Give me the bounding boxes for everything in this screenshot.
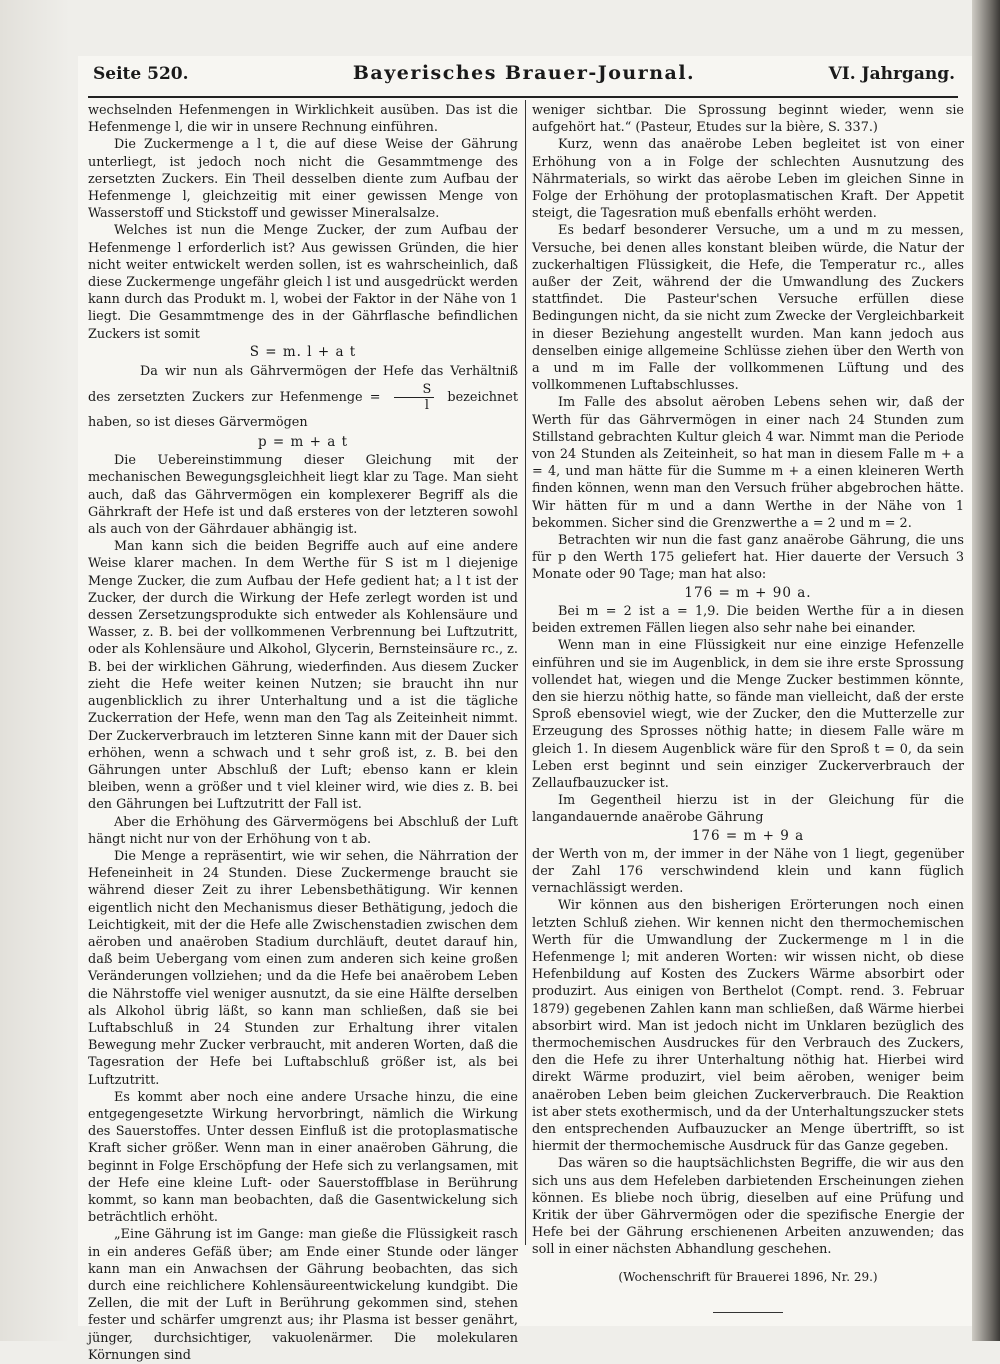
paragraph: Man kann sich die beiden Begriffe auch auf eine andere Weise klarer machen. In dem Werthe für S ist m l diejenige Menge Zucker, die zum Aufbau der Hefe gedient hat; a l t ist der Zucker, der durch die Wirkung der Hefe zerlegt worden ist und dessen Zersetzungsprodukte sich entweder als Kohlensäure und Wasser, z. B. bei der vollkommenen Verbrennung bei Luftzutritt, oder als Kohlensäure und Alkohol, Glycerin, Bernsteinsäure rc., z. B. bei der wirklichen Gährung, wiederfinden. Aus diesem Zucker zieht die Hefe weiter keinen Nutzen; sie braucht ihn nur augenblicklich zu ihrer Unterhaltung und a ist die tägliche Zuckerration der Hefe, wenn man den Tag als Zeiteinheit nimmt. Der Zuckerverbrauch im letzteren Sinne kann mit der Dauer sich erhöhen, wenn a schwach und t sehr groß ist, z. B. bei den Gährungen unter Abschluß der Luft; ebenso kann er klein bleiben, wenn a größer und t viel kleiner wird, wie dies z. B. bei den Gährungen bei Luftzutritt der Fall ist.	[88, 539, 518, 813]
paragraph: Es bedarf besonderer Versuche, um a und m zu messen, Versuche, bei denen alles konstant bleiben würde, die Natur der zuckerhaltigen Flüssigkeit, die Hefe, die Temperatur rc., alles außer der Zeit, während der die Umwandlung des Zuckers stattfindet. Die Pasteur'schen Versuche erfüllen diese Bedingungen nicht, da sie nicht zum Zwecke der Vergleichbarkeit in dieser Beziehung angestellt wurden. Man kann jedoch aus denselben einige allgemeine Schlüsse ziehen über den Werth von a und m im Falle der vollkommenen Lüftung und des vollkommenen Luftabschlusses.	[532, 223, 964, 394]
formula: 176 = m + 9 a	[691, 827, 805, 844]
book-binding-edge	[972, 0, 1000, 1341]
paragraph-start: Da wir nun als Gährvermögen der Hefe das Verhältniß des zersetzten Zuckers zur Hefenmenge =	[88, 364, 518, 406]
fraction-numerator: S	[394, 382, 435, 398]
paragraph: Es kommt aber noch eine andere Ursache hinzu, die eine entgegengesetzte Wirkung hervorbringt, nämlich die Wirkung des Sauerstoffes. Unter dessen Einfluß ist die protoplasmatische Kraft sicher größer. Wenn man in einer anaëroben Gährung, die beginnt in Folge Erschöpfung der Hefe sich zu verlangsamen, mit der Hefe eine kleine Luft- oder Sauerstoffblase in Berührung kommt, so kann man beobachten, daß die Gasentwickelung sich beträchtlich erhöht.	[88, 1089, 518, 1226]
paragraph: Wir können aus den bisherigen Erörterungen noch einen letzten Schluß ziehen. Wir kennen nicht den thermochemischen Werth für die Umwandlung der Zuckermenge m l in die Hefenmenge l; mit anderen Worten: wir wissen nicht, ob diese Hefenbildung auf Kosten des Zuckers Wärme absorbirt oder produzirt. Aus einigen von Berthelot (Compt. rend. 3. Februar 1879) gegebenen Zahlen kann man schließen, daß Wärme hierbei absorbirt wird. Man ist jedoch nicht im Unklaren bezüglich des thermochemischen Ausdruckes für den Verbrauch des Zuckers, den die Hefe zu ihrer Unterhaltung nöthig hat. Hierbei wird direkt Wärme produzirt, viel beim aëroben, weniger beim anaëroben Leben beim gleichen Zuckerverbrauch. Die Reaktion ist aber stets exothermisch, und da der Unterhaltungszucker stets den entsprechenden Aufbauzucker an Menge übertrifft, so ist hiermit der thermochemische Ausdruck für das Ganze gegeben.	[532, 898, 964, 1155]
source-citation: (Wochenschrift für Brauerei 1896, Nr. 29.)	[618, 1269, 878, 1284]
paragraph: Die Menge a repräsentirt, wie wir sehen, die Nährration der Hefeneinheit in 24 Stunden. Diese Zuckermenge braucht sie während dieser Zeit zu ihrer Lebensbethätigung. Wir kennen eigentlich nicht den Mechanismus dieser Bethätigung, jedoch die Leichtigkeit, mit der die Hefe alle Zwischenstadien zwischen dem aëroben und anaëroben Stadium durchläuft, deutet darauf hin, daß beim Uebergang vom einen zum anderen sich keine großen Veränderungen vollziehen; und da die Hefe bei anaërobem Leben die Nährstoffe viel weniger ausnutzt, da sie eine Hälfte derselben als Alkohol übrig läßt, so kann man schließen, daß sie bei Luftabschluß in 24 Stunden zur Erhaltung ihrer vitalen Bewegung mehr Zucker verbraucht, mit anderen Worten, daß die Tagesration der Hefe bei Luftabschluß größer ist, als bei Luftzutritt.	[88, 848, 518, 1088]
left-column	[88, 102, 518, 1364]
column-divider	[525, 100, 526, 1245]
fraction-denominator: l	[424, 398, 429, 414]
right-column	[532, 102, 964, 1313]
formula: p = m + a t	[258, 434, 348, 451]
paragraph: Die Zuckermenge a l t, die auf diese Weise der Gährung unterliegt, ist jedoch noch nicht die Gesammtmenge des zersetzten Zuckers. Ein Theil desselben diente zum Aufbau der Hefenmenge l, gleichzeitig mit einer gewissen Menge von Wasserstoff und Stickstoff und gewisser Mineralsalze.	[88, 137, 518, 222]
scan-left-margin	[0, 0, 70, 1341]
paragraph: Wenn man in eine Flüssigkeit nur eine einzige Hefenzelle einführen und sie im Augenblick, in dem sie ihre erste Sprossung vollendet hat, wiegen und die Menge Zucker bestimmen könnte, den sie hierzu nöthig hatte, so fände man vielleicht, daß der erste Sproß ebensoviel wiegt, wie der Zucker, den die Mutterzelle zur Erzeugung des Sprosses nöthig hatte; in diesem Falle wäre m gleich 1. In diesem Augenblick wäre für den Sproß t = 0, da sein Leben erst beginnt und sein einziger Zuckerverbrauch der Zellaufbauzucker ist.	[532, 638, 964, 791]
formula: 176 = m + 90 a.	[684, 584, 812, 601]
paragraph: Die Uebereinstimmung dieser Gleichung mit der mechanischen Bewegungsgleichheit liegt klar zu Tage. Man sieht auch, daß das Gährvermögen ein komplexerer Begriff als die Gährkraft der Hefe ist und daß ersteres von der letzteren sowohl als auch von der Gährdauer abhängig ist.	[88, 453, 518, 538]
paragraph: weniger sichtbar. Die Sprossung beginnt wieder, wenn sie aufgehört hat.“ (Pasteur, Etudes sur la bière, S. 337.)	[532, 103, 964, 136]
paragraph: Im Gegentheil hierzu ist in der Gleichung für die langandauernde anaërobe Gährung	[532, 793, 964, 826]
end-rule	[713, 1312, 783, 1313]
paragraph: Betrachten wir nun die fast ganz anaërobe Gährung, die uns für p den Werth 175 geliefert hat. Hier dauerte der Versuch 3 Monate oder 90 Tage; man hat also:	[532, 533, 964, 583]
paragraph: der Werth von m, der immer in der Nähe von 1 liegt, gegenüber der Zahl 176 verschwindend klein und kann füglich vernachlässigt werden.	[532, 846, 964, 897]
paragraph: Kurz, wenn das anaërobe Leben begleitet ist von einer Erhöhung von a in Folge der schlechten Ausnutzung des Nährmaterials, so wirkt das aërobe Leben im gleichen Sinne in Folge der Erhöhung der protoplasmatischen Kraft. Der Appetit steigt, die Tagesration muß ebenfalls erhöht werden.	[532, 137, 964, 222]
paragraph-with-fraction	[88, 362, 518, 433]
paragraph: Welches ist nun die Menge Zucker, der zum Aufbau der Hefenmenge l erforderlich ist? Aus gewissen Gründen, die hier nicht weiter entwickelt werden sollen, ist es wahrscheinlich, daß diese Zuckermenge ungefähr gleich l ist und ausgedrückt werden kann durch das Produkt m. l, wobei der Faktor in der Nähe von 1 liegt. Die Gesammtmenge des in der Gährflasche befindlichen Zuckers ist somit	[88, 223, 518, 342]
paragraph: „Eine Gährung ist im Gange: man gieße die Flüssigkeit rasch in ein anderes Gefäß über; am Ende einer Stunde oder länger kann man ein Anwachsen der Gährung beobachten, das sich durch eine reichlichere Kohlensäureentwickelung kundgibt. Die Zellen, die mit der Luft in Berührung gekommen sind, stehen fester und schärfer umgrenzt aus; ihr Plasma ist besser genährt, jünger, durchsichtiger, vakuolenärmer. Die molekularen Körnungen sind	[88, 1227, 518, 1363]
volume-label: VI. Jahrgang.	[828, 64, 955, 84]
paragraph: Aber die Erhöhung des Gärvermögens bei Abschluß der Luft hängt nicht nur von der Erhöhung von t ab.	[88, 814, 518, 847]
paragraph: wechselnden Hefenmengen in Wirklichkeit ausüben. Das ist die Hefenmenge l, die wir in unsere Rechnung einführen.	[88, 103, 518, 136]
paragraph: Bei m = 2 ist a = 1,9. Die beiden Werthe für a in diesen beiden extremen Fällen liegen also sehr nahe bei einander.	[532, 603, 964, 637]
paragraph-end: bezeichnet haben, so ist dieses Gärvermögen	[88, 390, 518, 431]
fraction	[394, 382, 435, 413]
page-number: Seite 520.	[93, 64, 189, 84]
journal-title: Bayerisches Brauer-Journal.	[352, 62, 696, 84]
running-header	[93, 62, 955, 92]
header-rule	[88, 96, 958, 98]
formula: S = m. l + a t	[249, 343, 357, 360]
paragraph: Das wären so die hauptsächlichsten Begriffe, die wir aus den sich uns aus dem Hefeleben darbietenden Erscheinungen ziehen können. Es bliebe noch übrig, dieselben auf eine Prüfung und Kritik der über Gährvermögen oder die spezifische Energie der Hefe bei der Gährung erschienenen Arbeiten anzuwenden; das soll in einer nächsten Abhandlung geschehen.	[532, 1156, 964, 1258]
paragraph: Im Falle des absolut aëroben Lebens sehen wir, daß der Werth für das Gährvermögen in einer nach 24 Stunden zum Stillstand gebrachten Kultur gleich 4 war. Nimmt man die Periode von 24 Stunden als Zeiteinheit, so hat man in diesem Falle m + a = 4, und man hätte für die Summe m + a einen kleineren Werth finden können, wenn man den Versuch früher abgebrochen hätte. Wir hätten für m und a dann Werthe in der Nähe von 1 bekommen. Sicher sind die Grenzwerthe a = 2 und m = 2.	[532, 395, 964, 531]
